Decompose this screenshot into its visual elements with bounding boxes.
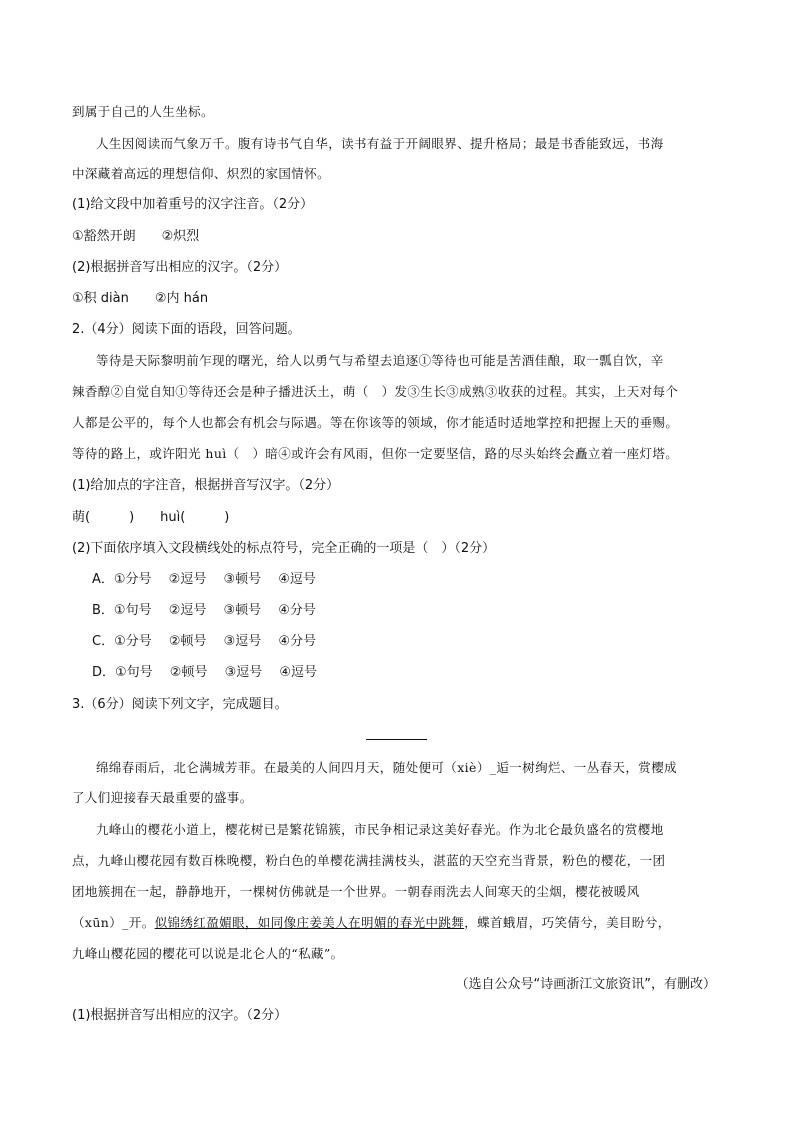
title-blank-line [366, 739, 427, 740]
option-a: A．①分号 ②逗号 ③顿号 ④逗号 [92, 572, 316, 587]
line-p2-l2: 辣香醇②自觉自知①等待还会是种子播进沃土，萌（ ）发③生长③成熟③收获的过程。其实，上天对每个 [72, 384, 679, 399]
line-p3-l6-end: ，蝶首蛾眉，巧笑倩兮，美目盼兮， [464, 915, 671, 930]
question-1-1-items: ①豁然开朗 ②炽烈 [72, 229, 200, 244]
line-p1-l1: 人生因阅读而气象万千。腹有诗书气自华，读书有益于开阔眼界、提升格局；最是书香能致远，书海 [96, 136, 664, 151]
question-1-2: (2)根据拼音写出相应的汉字。（2分） [72, 260, 288, 275]
source-note: （选自公众号“诗画浙江文旅资讯”，有删改） [455, 977, 716, 992]
line-p1-l2: 中深藏着高远的理想信仰、炽烈的家国情怀。 [72, 166, 331, 181]
question-1-1: (1)给文段中加着重号的汉字注音。（2分） [72, 197, 314, 212]
question-1-2-items: ①积 diàn ②内 hán [72, 291, 209, 306]
line-p3-l4: 点，九峰山樱花园有数百株晚樱，粉白色的单樱花满挂满枝头，湛蓝的天空充当背景，粉色的樱花，一团 [72, 853, 666, 868]
question-2-heading: 2.（4分）阅读下面的语段，回答问题。 [72, 322, 301, 337]
question-2-1-items: 萌( ) huì( ) [72, 510, 230, 525]
line-p3-l7: 九峰山樱花园的樱花可以说是北仑人的“私藏”。 [72, 946, 344, 961]
line-p3-l1: 绵绵春雨后，北仑满城芳菲。在最美的人间四月天，随处便可（xiè）_逅一树绚烂、一丛春天，赏樱成 [96, 760, 677, 775]
line-p2-l4: 等待的路上，或许阳光 huì（ ）暗④或许会有风雨，但你一定要坚信，路的尽头始终会矗立着一座灯塔。 [72, 446, 679, 461]
option-d: D．①句号 ②顿号 ③逗号 ④逗号 [92, 665, 318, 680]
question-2-1: (1)给加点的字注音，根据拼音写汉字。（2分） [72, 478, 340, 493]
question-3-1: (1)根据拼音写出相应的汉字。（2分） [72, 1008, 288, 1023]
question-3-heading: 3.（6分）阅读下列文字，完成题目。 [72, 697, 288, 712]
option-c: C．①分号 ②顿号 ③逗号 ④分号 [92, 634, 317, 649]
line-p3-l6 [72, 913, 671, 933]
underlined-sentence: 似锦绣红盈媚眼，如同像庄姜美人在明媚的春光中跳舞 [154, 915, 465, 930]
line-p2-l1: 等待是天际黎明前乍现的曙光，给人以勇气与希望去追逐①等待也可能是苦酒佳酿，取一瓢自饮，辛 [96, 353, 664, 368]
option-b: B．①句号 ②逗号 ③顿号 ④分号 [92, 603, 316, 618]
line-p3-l2: 了人们迎接春天最重要的盛事。 [72, 790, 253, 805]
question-2-2: (2)下面依序填入文段横线处的标点符号，完全正确的一项是（ ）（2分） [72, 541, 496, 556]
line-p3-l5: 团地簇拥在一起，静静地开，一棵树仿佛就是一个世界。一朝春雨洗去人间寒天的尘烟，樱花被暖风 [72, 884, 640, 899]
line-p3-l6-start: （xūn）_开。 [72, 915, 155, 930]
line-p3-l3: 九峰山的樱花小道上，樱花树已是繁花锦簇，市民争相记录这美好春光。作为北仑最负盛名的赏樱地 [96, 822, 664, 837]
line-p2-l3: 人都是公平的，每个人也都会有机会与际遇。等在你该等的领域，你才能适时适地掌控和把握上天的垂赐。 [72, 415, 679, 430]
line-p1-l0: 到属于自己的人生坐标。 [72, 104, 214, 119]
